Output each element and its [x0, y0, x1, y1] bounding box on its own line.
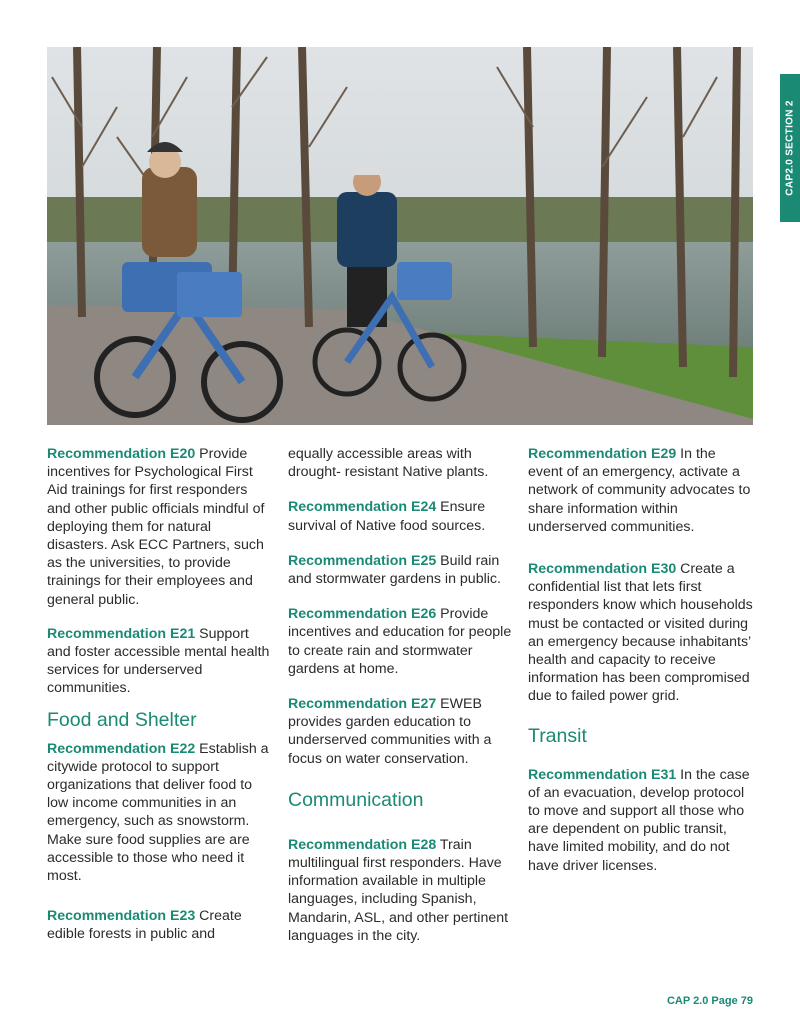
- recommendation-e28: Recommendation E28 Train multilingual first responders. Have information available in multiple languages, including Spanish, Mandarin, ASL, and other pertinent languages in the city.: [288, 836, 509, 944]
- recommendation-e23: Recommendation E23 Create edible forests in public and: [47, 908, 242, 943]
- recommendation-e31: Recommendation E31 In the case of an evacuation, develop protocol to move and support all those who are dependent on public transit, have limited mobility, and do not have driver licenses.: [528, 766, 750, 874]
- section-side-tab-label: CAP2.0 SECTION 2: [784, 100, 796, 196]
- photo-cyclists-icon: [47, 47, 753, 425]
- recommendation-e22: Recommendation E22 Establish a citywide protocol to support organizations that deliver food to low income communities in an emergency, such as snowstorm. Make sure food supplies are are accessible to those who need it most.: [47, 740, 269, 885]
- recommendation-e30: Recommendation E30 Create a confidential list that lets first responders know which households must be contacted or visited during an emergency because inhabitants’ health and capacity to receive information has been compromised due to failed power grid.: [528, 561, 753, 705]
- transit-heading: Transit: [528, 724, 587, 747]
- column-3: [528, 445, 754, 875]
- recommendation-e23-continued: equally accessible areas with drought- resistant Native plants.: [288, 446, 489, 481]
- column-1: [47, 445, 273, 944]
- recommendation-e24: Recommendation E24 Ensure survival of Native food sources.: [288, 499, 486, 534]
- column-2: [288, 445, 514, 945]
- communication-heading: Communication: [288, 788, 424, 811]
- page-number: CAP 2.0 Page 79: [666, 995, 753, 1007]
- recommendation-e29: Recommendation E29 In the event of an emergency, activate a network of community advocates to share information within underserved communities.: [528, 446, 751, 535]
- recommendation-e21: Recommendation E21 Support and foster accessible mental health services for underserved communities.: [47, 625, 270, 697]
- food-and-shelter-heading: Food and Shelter: [47, 708, 197, 731]
- recommendation-e27: Recommendation E27 EWEB provides garden education to underserved communities with a focus on water conservation.: [288, 696, 492, 767]
- cyclists-photo: [47, 47, 753, 425]
- recommendation-e26: Recommendation E26 Provide incentives and education for people to create rain and stormwater gardens at home.: [288, 606, 512, 677]
- recommendation-e25: Recommendation E25 Build rain and stormwater gardens in public.: [288, 552, 501, 588]
- section-side-tab: [780, 74, 800, 222]
- recommendation-e20: Recommendation E20 Provide incentives for Psychological First Aid trainings for first responders and other public officials mindful of deploying them for natural disasters. Ask ECC Partners, such as the universities, to provide trainings for their employees and general public.: [47, 446, 265, 608]
